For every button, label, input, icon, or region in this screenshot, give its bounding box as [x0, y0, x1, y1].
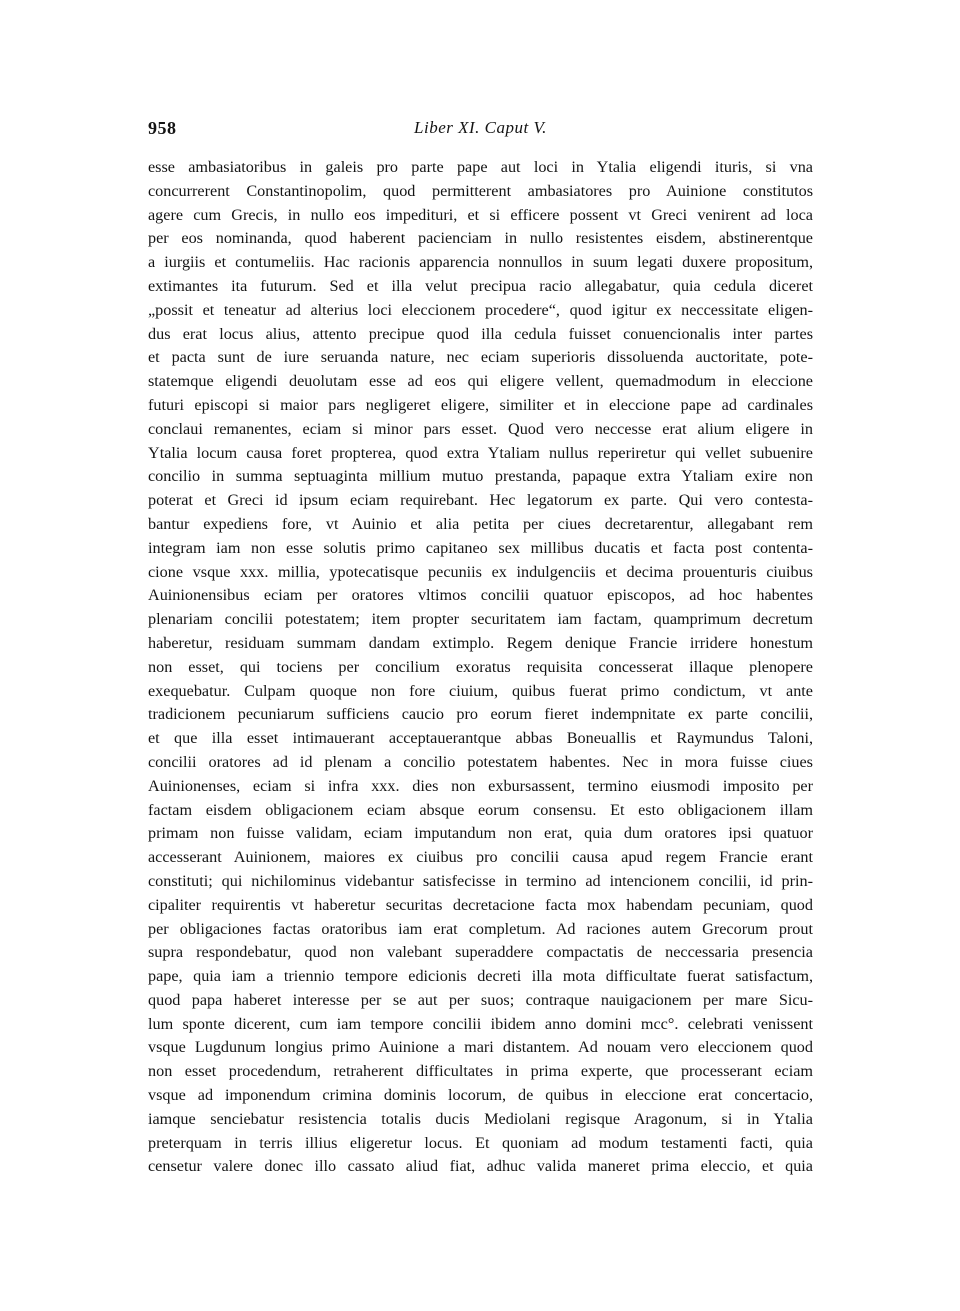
text-line: iamque senciebatur resistencia totalis ducis Mediolani regisque Aragonum, si in Ytalia — [148, 1109, 813, 1128]
text-line: et pacta sunt de iure seruanda nature, nec eciam superioris dissoluenda auctoritate, pote- — [148, 348, 813, 367]
text-line: „possit et teneatur ad alterius loci eleccionem procedere“, quod igitur ex neccessitate eligen- — [148, 300, 813, 319]
text-line: pape, quia iam a triennio tempore edicionis decreti illa mota difficultate fuerat satisfactum, — [148, 967, 813, 986]
text-line: poterat et Greci id ipsum eciam requirebant. Hec legatorum ex parte. Qui vero contesta- — [148, 491, 813, 510]
text-line: primam non fuisse validam, eciam imputandum non erat, quia dum oratores ipsi quatuor — [148, 824, 813, 843]
text-line: integram iam non esse solutis primo capitaneo sex millibus ducatis et facta post contenta- — [148, 538, 813, 557]
text-line: vsque ad imponendum crimina dominis locorum, de quibus in eleccione erat concertacio, — [148, 1086, 813, 1105]
page-number: 958 — [148, 118, 177, 138]
running-header — [148, 118, 813, 144]
text-line: extimantes ita futurum. Sed et illa velut precipua racio allegabatur, quia cedula diceret — [148, 276, 813, 295]
text-line: haberetur, residuam summam dandam extimplo. Regem denique Francie irridere honestum — [148, 633, 813, 652]
text-line: non esset procedendum, retraherent difficultates in prima experte, que processerant eciam — [148, 1062, 813, 1081]
text-line: Auinionenses, eciam si infra xxx. dies non exbursassent, termino eiusmodi imposito per — [148, 776, 813, 795]
text-line: esse ambasiatoribus in galeis pro parte pape aut loci in Ytalia eligendi ituris, si vna — [148, 158, 813, 176]
text-line: concilio in summa septuaginta millium mutuo prestanda, papaque extra Ytaliam exire non — [148, 467, 813, 486]
running-title: Liber XI. Caput V. — [414, 118, 547, 137]
text-line: agere cum Grecis, in nullo eos impedituri, et si efficere possent vt Greci venirent ad loca — [148, 205, 813, 224]
text-line: concilii oratores ad id plenam a concilio potestatem habentes. Nec in mora fuisse ciues — [148, 752, 813, 771]
body-text — [148, 156, 813, 1179]
text-line: censetur valere donec illo cassato aliud fiat, adhuc valida maneret prima eleccio, et quia — [148, 1157, 813, 1176]
text-line: a iurgiis et contumeliis. Hac racionis apparencia nonnullos in suum legati duxere propositum, — [148, 253, 813, 272]
text-line: conclaui remanentes, eciam si minor pars esset. Quod vero neccesse erat alium eligere in — [148, 419, 813, 438]
text-line: constituti; qui nichilominus videbantur satisfecisse in termino ad intencionem concilii, id prin- — [148, 871, 813, 890]
text-line: exequebatur. Culpam quoque non fore ciuium, quibus fuerat primo condictum, vt ante — [148, 681, 813, 700]
text-line: non esset, qui tociens per concilium exoratus requisita concesserat illaque plenopere — [148, 657, 813, 676]
text-line: cione vsque xxx. millia, ypotecatisque pecuniis ex indulgenciis et decima prouenturis ciuibus — [148, 562, 813, 581]
text-line: dus erat locus alius, attento precipue quod illa cedula fuisset conuencionalis inter partes — [148, 324, 813, 343]
text-line: concurrerent Constantinopolim, quod permitterent ambasiatores pro Auinione constitutos — [148, 181, 813, 200]
text-line: factam eisdem obligacionem eciam absque eorum consensu. Et esto obligacionem illam — [148, 800, 813, 819]
text-line: plenariam concilii potestatem; item propter securitatem iam factam, quamprimum decretum — [148, 610, 813, 629]
text-line: tradicionem pecuniarum sufficiens caucio pro eorum fieret indempnitate ex parte concilii, — [148, 705, 813, 724]
text-line: accesserant Auinionem, maiores ex ciuibus pro concilii causa apud regem Francie erant — [148, 848, 813, 867]
text-line: per obligaciones factas oratoribus iam erat completum. Ad raciones autem Grecorum prout — [148, 919, 813, 938]
text-line: bantur expediens fore, vt Auinio et alia petita per ciues decretarentur, allegabant rem — [148, 514, 813, 533]
text-line: supra respondebatur, quod non valebant superaddere compactatis de neccessaria presencia — [148, 943, 813, 962]
text-line: futuri episcopi si maior pars negligeret eligere, similiter et in eleccione pape ad cardinales — [148, 395, 813, 414]
text-line: preterquam in terris illius eligeretur locus. Et quoniam ad modum testamenti facti, quia — [148, 1133, 813, 1152]
text-line: quod papa haberet interesse per se aut per suos; contraque nauigacionem per mare Sicu- — [148, 990, 813, 1009]
text-line: per eos nominanda, quod haberent pacienciam in nullo resistentes eisdem, abstinerentque — [148, 229, 813, 248]
text-line: Ytalia locum causa foret propterea, quod extra Ytaliam nullus reperiretur qui vellet subuenire — [148, 443, 813, 462]
text-line: et que illa esset intimauerant acceptauerantque abbas Boneuallis et Raymundus Taloni, — [148, 729, 813, 748]
text-line: Auinionensibus eciam per oratores vltimos concilii quatuor episcopos, ad hoc habentes — [148, 586, 813, 605]
text-line: cipaliter requirentis vt haberetur securitas decretacione facta mox habendam pecuniam, quod — [148, 895, 813, 914]
text-line: statemque eligendi deuolutam esse ad eos qui eligere vellent, quemadmodum in eleccione — [148, 372, 813, 391]
text-line: vsque Lugdunum longius primo Auinione a mari distantem. Ad nouam vero eleccionem quod — [148, 1038, 813, 1057]
text-line: lum sponte dicerent, cum iam tempore concilii ibidem anno domini mcc°. celebrati venissent — [148, 1014, 813, 1033]
